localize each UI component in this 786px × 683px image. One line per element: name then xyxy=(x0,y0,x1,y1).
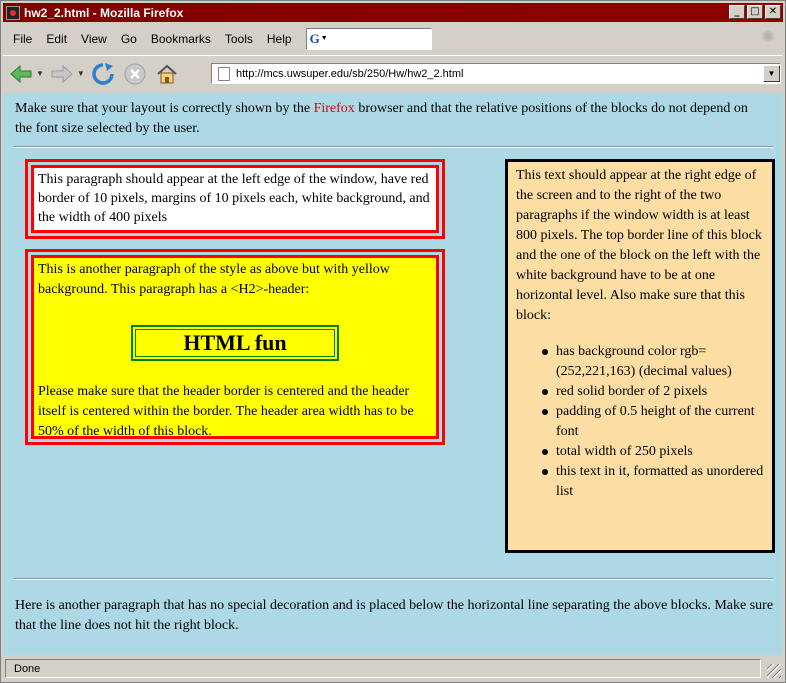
menu-view[interactable]: View xyxy=(81,31,107,46)
status-text: Done xyxy=(5,659,761,678)
throbber-icon: ✺ xyxy=(761,29,775,46)
address-bar[interactable] xyxy=(211,63,781,84)
intro-text: Make sure that your layout is correctly shown by the xyxy=(15,101,314,116)
yellow-paragraph-note: Please make sure that the header border is centered and the header itself is centered within the border. The header area width has to be 50% of the width of this block. xyxy=(38,384,414,439)
list-item: red solid border of 2 pixels xyxy=(556,382,766,402)
white-paragraph-block xyxy=(25,159,445,239)
stop-icon xyxy=(124,63,146,85)
right-block xyxy=(505,159,775,553)
yellow-paragraph xyxy=(31,255,439,439)
intro-text-end: browser and that the relative positions of the blocks do not depend on the font size selected by the user. xyxy=(15,101,748,136)
outro-paragraph: Here is another paragraph that has no special decoration and is placed below the horizontal line separating the above blocks. Make sure that the line does not hit the right block. xyxy=(15,598,774,633)
maximize-icon: □ xyxy=(750,6,760,17)
home-icon xyxy=(156,63,178,85)
title-bar xyxy=(3,3,783,22)
top-horizontal-rule xyxy=(13,146,773,148)
resize-grip-icon[interactable] xyxy=(767,664,781,678)
close-button[interactable] xyxy=(765,5,781,19)
forward-arrow-icon xyxy=(51,64,73,84)
search-input[interactable] xyxy=(306,28,432,50)
close-icon: ✕ xyxy=(768,6,778,17)
back-arrow-icon xyxy=(10,64,32,84)
yellow-paragraph-text: This is another paragraph of the style as above but with yellow background. This paragraph has a <H2>-header: xyxy=(38,262,390,297)
list-item: this text in it, formatted as unordered list xyxy=(556,462,766,502)
menu-bar xyxy=(3,25,783,52)
minimize-button[interactable] xyxy=(729,5,745,19)
back-history-dropdown-icon[interactable]: ▼ xyxy=(36,69,44,78)
right-block-text: This text should appear at the right edge of the screen and to the right of the two paragraphs if the window width is at least 800 pixels. The top border line of this block and the one of the block on the left with the white background have to be at one horizontal level. Also make sure that this block: xyxy=(516,168,762,323)
white-paragraph: This paragraph should appear at the left edge of the window, have red border of 10 pixels, margins of 10 pixels each, white background, and the width of 400 pixels xyxy=(31,165,439,233)
reload-button[interactable] xyxy=(89,60,117,88)
home-button[interactable] xyxy=(153,60,181,88)
menu-tools[interactable]: Tools xyxy=(224,31,253,46)
firefox-app-icon xyxy=(6,6,20,20)
yellow-paragraph-block xyxy=(25,249,445,445)
window-controls xyxy=(729,5,781,19)
back-button[interactable] xyxy=(7,60,35,88)
firefox-link: Firefox xyxy=(313,101,355,116)
forward-button[interactable] xyxy=(48,60,76,88)
list-item: total width of 250 pixels xyxy=(556,442,766,462)
url-history-dropdown-icon[interactable]: ▼ xyxy=(763,65,780,82)
forward-history-dropdown-icon[interactable]: ▼ xyxy=(76,69,85,78)
menu-file[interactable]: File xyxy=(13,31,33,46)
google-g-icon[interactable]: G xyxy=(309,30,320,46)
status-bar xyxy=(3,657,783,680)
heading-html-fun: HTML fun xyxy=(135,329,335,357)
stop-button[interactable] xyxy=(121,60,149,88)
reload-icon xyxy=(91,62,115,86)
menu-go[interactable]: Go xyxy=(120,31,137,46)
list-item: padding of 0.5 height of the current font xyxy=(556,402,766,442)
url-text[interactable]: http://mcs.uwsuper.edu/sb/250/Hw/hw2_2.html xyxy=(236,67,464,80)
page-icon xyxy=(218,67,230,81)
page-content xyxy=(3,93,783,655)
menu-bookmarks[interactable]: Bookmarks xyxy=(150,31,211,46)
menu-help[interactable]: Help xyxy=(266,31,292,46)
navigation-toolbar xyxy=(3,55,783,91)
heading-border-box xyxy=(131,325,339,361)
intro-paragraph xyxy=(15,99,767,139)
window-title: hw2_2.html - Mozilla Firefox xyxy=(24,5,184,20)
bottom-horizontal-rule xyxy=(13,578,773,580)
minimize-icon: _ xyxy=(734,6,740,17)
right-block-list xyxy=(516,342,766,502)
maximize-button[interactable] xyxy=(747,5,763,19)
search-engine-dropdown-icon[interactable]: ▼ xyxy=(320,35,328,42)
menu-edit[interactable]: Edit xyxy=(46,31,68,46)
list-item: has background color rgb=(252,221,163) (decimal values) xyxy=(556,342,766,382)
